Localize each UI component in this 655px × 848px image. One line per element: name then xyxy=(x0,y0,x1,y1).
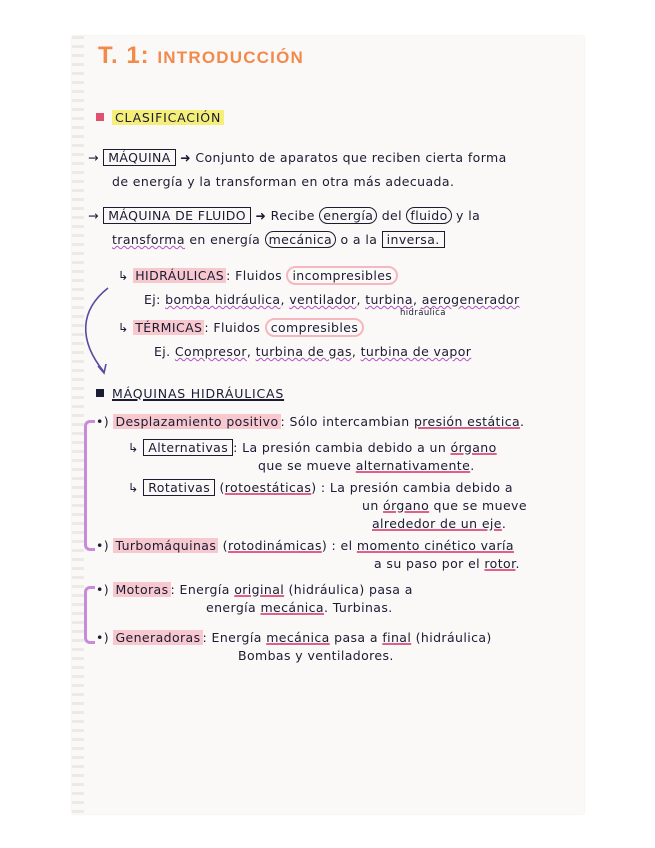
alternativas-organo: órgano xyxy=(450,440,497,455)
square-bullet-icon xyxy=(96,389,104,397)
perforated-edge xyxy=(72,36,84,814)
text-fluido: fluido xyxy=(406,207,451,224)
maquina-line-1 xyxy=(88,150,507,165)
example-turbina: turbina xyxy=(365,292,413,307)
text-o-a-la: o a la xyxy=(340,232,378,247)
generadoras-desc-1b: pasa a xyxy=(334,630,378,645)
alternativas-line-1: ↳ Alternativas : La presión cambia debido a un órgano xyxy=(128,440,497,455)
maquina-fluido-line-1 xyxy=(88,208,480,223)
rotativas-eje: alrededor de un eje xyxy=(372,516,502,531)
text-ej: Ej: xyxy=(144,292,161,307)
generadoras-line-1: •) Generadoras : Energía mecánica pasa a final (hidráulica) xyxy=(96,630,492,645)
arrow-return-icon: ↳ xyxy=(118,268,129,283)
example-ventilador: ventilador xyxy=(289,292,357,307)
arrow-right-icon: → xyxy=(88,208,99,223)
arrow-right-icon: ➜ xyxy=(255,208,271,223)
termicas-label: TÉRMICAS xyxy=(135,320,203,335)
arrow-return-icon: ↳ xyxy=(128,440,139,455)
text-un: un xyxy=(362,498,379,513)
rotativas-desc-1: La presión cambia debido a xyxy=(329,480,513,495)
page-title xyxy=(98,42,304,69)
hidraulicas-examples: Ej: bomba hidráulica, ventilador, turbina, aerogenerador xyxy=(144,292,520,307)
desplazamiento-label: Desplazamiento positivo xyxy=(115,414,279,429)
example-aerogenerador: aerogenerador xyxy=(421,292,520,307)
desplazamiento-line: •) Desplazamiento positivo : Sólo intercambian presión estática. xyxy=(96,414,525,429)
maquina-term: MÁQUINA xyxy=(103,149,176,166)
example-compresor: Compresor xyxy=(174,344,247,359)
rotativas-desc-2b: que se mueve xyxy=(433,498,527,513)
example-turbina-gas: turbina de gas xyxy=(255,344,352,359)
example-turbina-vapor: turbina de vapor xyxy=(360,344,472,359)
rotativas-label: Rotativas xyxy=(143,479,215,496)
arrow-return-icon: ↳ xyxy=(118,320,129,335)
turbomaquinas-label: Turbomáquinas xyxy=(115,538,217,553)
title-text: INTRODUCCIÓN xyxy=(157,48,304,67)
generadoras-mecanica: mecánica xyxy=(266,630,330,645)
arrow-right-icon: ➜ xyxy=(180,150,196,165)
turbomaquinas-line-1: •) Turbomáquinas (rotodinámicas) : el momento cinético varía xyxy=(96,538,514,553)
turbomaquinas-paren: rotodinámicas xyxy=(227,538,322,553)
arrow-return-icon: ↳ xyxy=(128,480,139,495)
generadoras-line-2: Bombas y ventiladores. xyxy=(238,648,394,663)
title-number: T. 1: xyxy=(98,42,150,69)
section-label: CLASIFICACIÓN xyxy=(112,110,224,125)
text-el: el xyxy=(340,538,353,553)
generadoras-bombas: Bombas y ventiladores xyxy=(238,648,390,663)
turbomaquinas-rotor: rotor xyxy=(484,556,516,571)
hidraulicas-label: HIDRÁULICAS xyxy=(135,268,225,283)
text-energia: energía xyxy=(206,600,257,615)
rotativas-line-2 xyxy=(362,498,527,513)
hidraulicas-line: ↳ HIDRÁULICAS : Fluidos incompresibles xyxy=(118,268,398,283)
arrow-right-icon: → xyxy=(88,150,99,165)
motoras-line-2: energía mecánica. Turbinas. xyxy=(206,600,393,615)
purple-bracket xyxy=(84,420,95,551)
text-fluidos: Fluidos xyxy=(235,268,283,283)
turbomaquinas-line-2: a su paso por el rotor. xyxy=(374,556,520,571)
section-label: MÁQUINAS HIDRÁULICAS xyxy=(112,386,285,401)
generadoras-final: final xyxy=(382,630,412,645)
text-transforma: transforma xyxy=(112,232,185,247)
section-maquinas-hidraulicas xyxy=(96,386,284,401)
maquina-fluido-term: MÁQUINA DE FLUIDO xyxy=(103,207,251,224)
motoras-mecanica: mecánica xyxy=(260,600,324,615)
text-ej: Ej. xyxy=(154,344,171,359)
motoras-turbinas: Turbinas xyxy=(332,600,389,615)
text-y-la: y la xyxy=(456,208,481,223)
alternativas-label: Alternativas xyxy=(143,439,233,456)
text-en-energia: en energía xyxy=(189,232,261,247)
example-bomba: bomba hidráulica xyxy=(165,292,281,307)
purple-bracket xyxy=(84,586,95,644)
rotativas-line-1: ↳ Rotativas (rotoestáticas) : La presión cambia debido a xyxy=(128,480,513,495)
maquina-def-1: Conjunto de aparatos que reciben cierta forma xyxy=(195,150,507,165)
text-mecanica: mecánica xyxy=(265,231,337,248)
alternativas-alternativamente: alternativamente xyxy=(355,458,471,473)
turbomaquinas-desc-2: a su paso por el xyxy=(374,556,481,571)
section-clasificacion xyxy=(96,110,224,125)
text-recibe: Recibe xyxy=(270,208,315,223)
square-bullet-icon xyxy=(96,113,104,121)
motoras-desc-1b: (hidráulica) pasa a xyxy=(288,582,413,597)
text-energia: energía xyxy=(319,207,377,224)
example-turbina-sub: hidráulica xyxy=(400,308,446,318)
alternativas-line-2: que se mueve alternativamente. xyxy=(258,458,475,473)
generadoras-desc-1c: (hidráulica) xyxy=(415,630,492,645)
alternativas-desc-1: La presión cambia debido a un xyxy=(242,440,447,455)
text-energia: Energía xyxy=(179,582,230,597)
motoras-line-1: •) Motoras : Energía original (hidráulica) pasa a xyxy=(96,582,413,597)
desplazamiento-desc-ul: presión estática xyxy=(413,414,521,429)
motoras-original: original xyxy=(234,582,285,597)
desplazamiento-desc: Sólo intercambian xyxy=(289,414,410,429)
text-energia: Energía xyxy=(211,630,262,645)
text-inversa: inversa. xyxy=(382,231,445,248)
text-fluidos: Fluidos xyxy=(213,320,261,335)
text-incompresibles: incompresibles xyxy=(286,266,398,285)
text-compresibles: compresibles xyxy=(265,318,365,337)
alternativas-desc-2: que se mueve xyxy=(258,458,352,473)
rotativas-paren: rotoestáticas xyxy=(224,480,312,495)
text-del: del xyxy=(381,208,403,223)
maquina-def-2: de energía y la transforman en otra más adecuada. xyxy=(112,174,455,189)
motoras-label: Motoras xyxy=(115,582,169,597)
termicas-examples: Ej. Compresor, turbina de gas, turbina de vapor xyxy=(154,344,472,359)
termicas-line: ↳ TÉRMICAS : Fluidos compresibles xyxy=(118,320,364,335)
turbomaquinas-momento: momento cinético varía xyxy=(356,538,514,553)
rotativas-line-3: alrededor de un eje. xyxy=(372,516,507,531)
generadoras-label: Generadoras xyxy=(115,630,201,645)
maquina-fluido-line-2 xyxy=(112,232,445,247)
rotativas-organo: órgano xyxy=(383,498,430,513)
